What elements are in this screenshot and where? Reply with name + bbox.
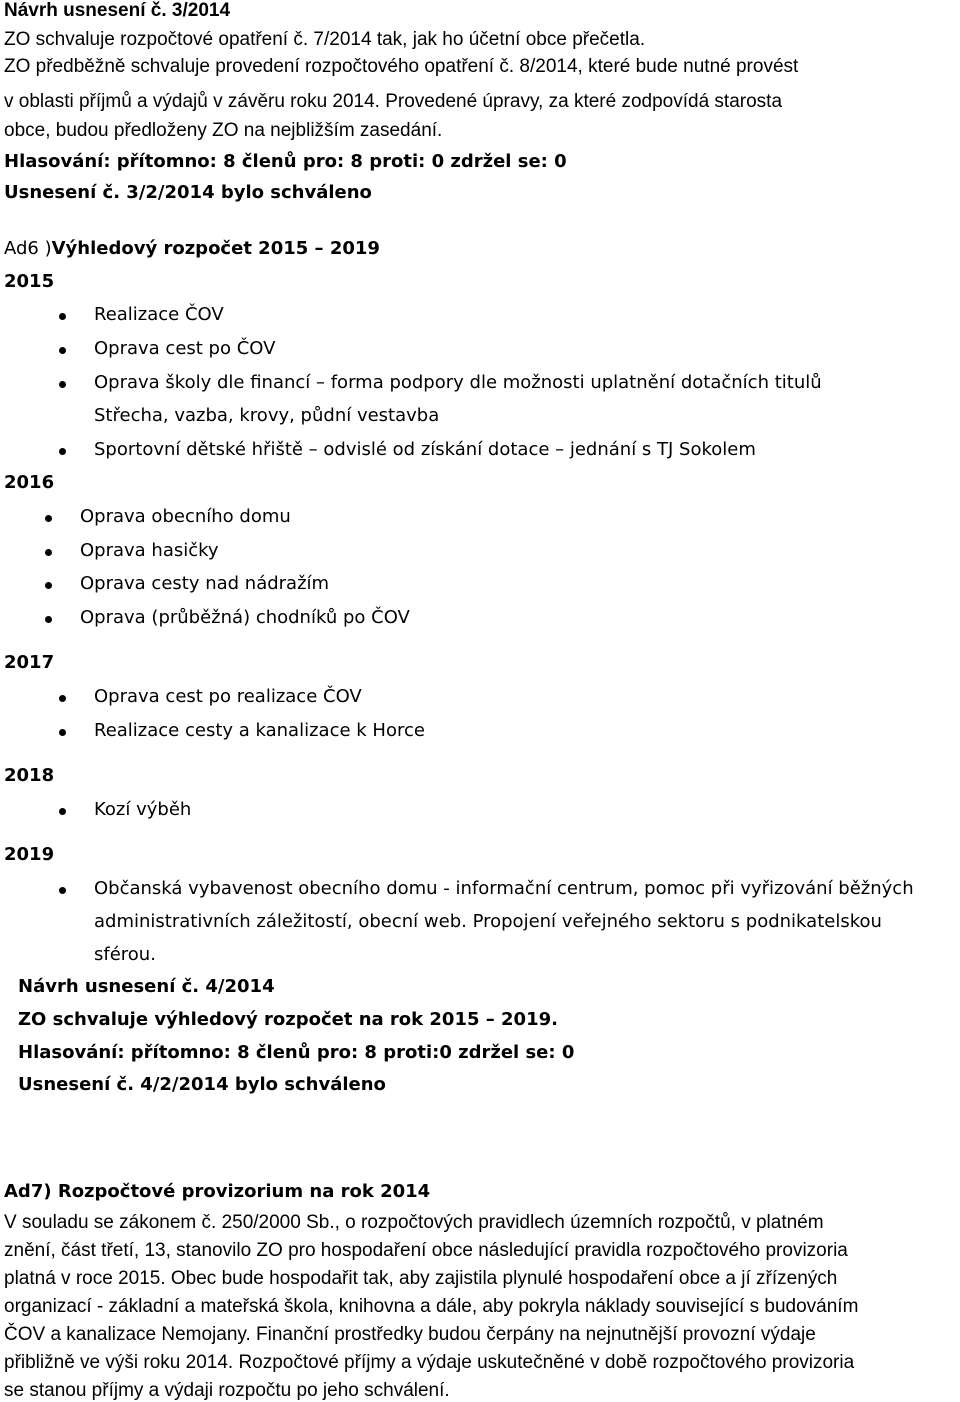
- list-item: Realizace ČOV: [94, 304, 224, 325]
- list-item-continuation: sférou.: [94, 944, 156, 965]
- list-item: Oprava cest po ČOV: [94, 338, 276, 359]
- list-item: Oprava školy dle financí – forma podpory dle možnosti uplatnění dotačních titulů: [94, 372, 822, 393]
- year-2019-label: 2019: [4, 844, 55, 865]
- list-item: Oprava cest po realizace ČOV: [94, 686, 362, 707]
- bullet-icon: [45, 549, 52, 556]
- bullet-icon: [45, 616, 52, 623]
- bullet-icon: [59, 887, 66, 894]
- year-2018-label: 2018: [4, 765, 55, 786]
- resolution-4-heading: Návrh usnesení č. 4/2014: [18, 976, 275, 997]
- year-2016-label: 2016: [4, 472, 55, 493]
- resolution-3-result: Usnesení č. 3/2/2014 bylo schváleno: [4, 182, 372, 203]
- list-item-continuation: administrativních záležitostí, obecní web. Propojení veřejného sektoru s podnikatelskou: [94, 911, 882, 932]
- bullet-icon: [45, 582, 52, 589]
- ad6-heading-prefix: Ad6 ): [4, 238, 52, 259]
- ad6-heading: [4, 240, 380, 258]
- resolution-3-line: ZO předběžně schvaluje provedení rozpočtového opatření č. 8/2014, které bude nutné provést: [4, 56, 799, 77]
- resolution-3-line: obce, budou předloženy ZO na nejbližším zasedání.: [4, 120, 443, 141]
- year-2015-label: 2015: [4, 271, 55, 292]
- bullet-icon: [45, 515, 52, 522]
- bullet-icon: [59, 313, 66, 320]
- list-item: Oprava (průběžná) chodníků po ČOV: [80, 607, 410, 628]
- bullet-icon: [59, 808, 66, 815]
- bullet-icon: [59, 381, 66, 388]
- resolution-3-line: v oblasti příjmů a výdajů v závěru roku 2014. Provedené úpravy, za které zodpovídá starosta: [4, 91, 783, 112]
- resolution-3-heading: Návrh usnesení č. 3/2014: [4, 0, 231, 21]
- ad7-paragraph-line: organizací - základní a mateřská škola, knihovna a dále, aby pokryla náklady související s budováním: [4, 1296, 859, 1317]
- ad7-paragraph-line: přibližně ve výši roku 2014. Rozpočtové příjmy a výdaje uskutečněné v době rozpočtového provizoria: [4, 1352, 855, 1373]
- resolution-4-approve: ZO schvaluje výhledový rozpočet na rok 2015 – 2019.: [18, 1009, 558, 1030]
- resolution-4-result: Usnesení č. 4/2/2014 bylo schváleno: [18, 1074, 386, 1095]
- ad7-paragraph-line: V souladu se zákonem č. 250/2000 Sb., o rozpočtových pravidlech územních rozpočtů, v platném: [4, 1212, 824, 1233]
- ad7-paragraph-line: znění, část třetí, 13, stanovilo ZO pro hospodaření obce následující pravidla rozpočtového provizoria: [4, 1240, 848, 1261]
- resolution-4-vote: Hlasování: přítomno: 8 členů pro: 8 proti:0 zdržel se: 0: [18, 1042, 575, 1063]
- list-item: Oprava cesty nad nádražím: [80, 573, 330, 594]
- ad7-paragraph-line: platná v roce 2015. Obec bude hospodařit tak, aby zajistila plynulé hospodaření obce a jí zřízených: [4, 1268, 838, 1289]
- bullet-icon: [59, 448, 66, 455]
- list-item: Oprava obecního domu: [80, 506, 291, 527]
- ad7-heading: Ad7) Rozpočtové provizorium na rok 2014: [4, 1181, 431, 1202]
- resolution-3-line: ZO schvaluje rozpočtové opatření č. 7/2014 tak, jak ho účetní obce přečetla.: [4, 29, 646, 50]
- ad7-paragraph-line: ČOV a kanalizace Nemojany. Finanční prostředky budou čerpány na nejnutnější provozní výdaje: [4, 1324, 816, 1345]
- bullet-icon: [59, 729, 66, 736]
- list-item: Kozí výběh: [94, 799, 192, 820]
- ad6-heading-title: Výhledový rozpočet 2015 – 2019: [51, 238, 380, 259]
- bullet-icon: [59, 695, 66, 702]
- ad7-paragraph-line: se stanou příjmy a výdaji rozpočtu po jeho schválení.: [4, 1380, 450, 1401]
- bullet-icon: [59, 347, 66, 354]
- list-item: Realizace cesty a kanalizace k Horce: [94, 720, 425, 741]
- list-item: Oprava hasičky: [80, 540, 219, 561]
- list-item: Sportovní dětské hřiště – odvislé od získání dotace – jednání s TJ Sokolem: [94, 439, 756, 460]
- year-2017-label: 2017: [4, 652, 55, 673]
- list-item: Občanská vybavenost obecního domu - informační centrum, pomoc při vyřizování běžných: [94, 878, 914, 899]
- resolution-3-vote: Hlasování: přítomno: 8 členů pro: 8 proti: 0 zdržel se: 0: [4, 151, 567, 172]
- list-item-continuation: Střecha, vazba, krovy, půdní vestavba: [94, 405, 440, 426]
